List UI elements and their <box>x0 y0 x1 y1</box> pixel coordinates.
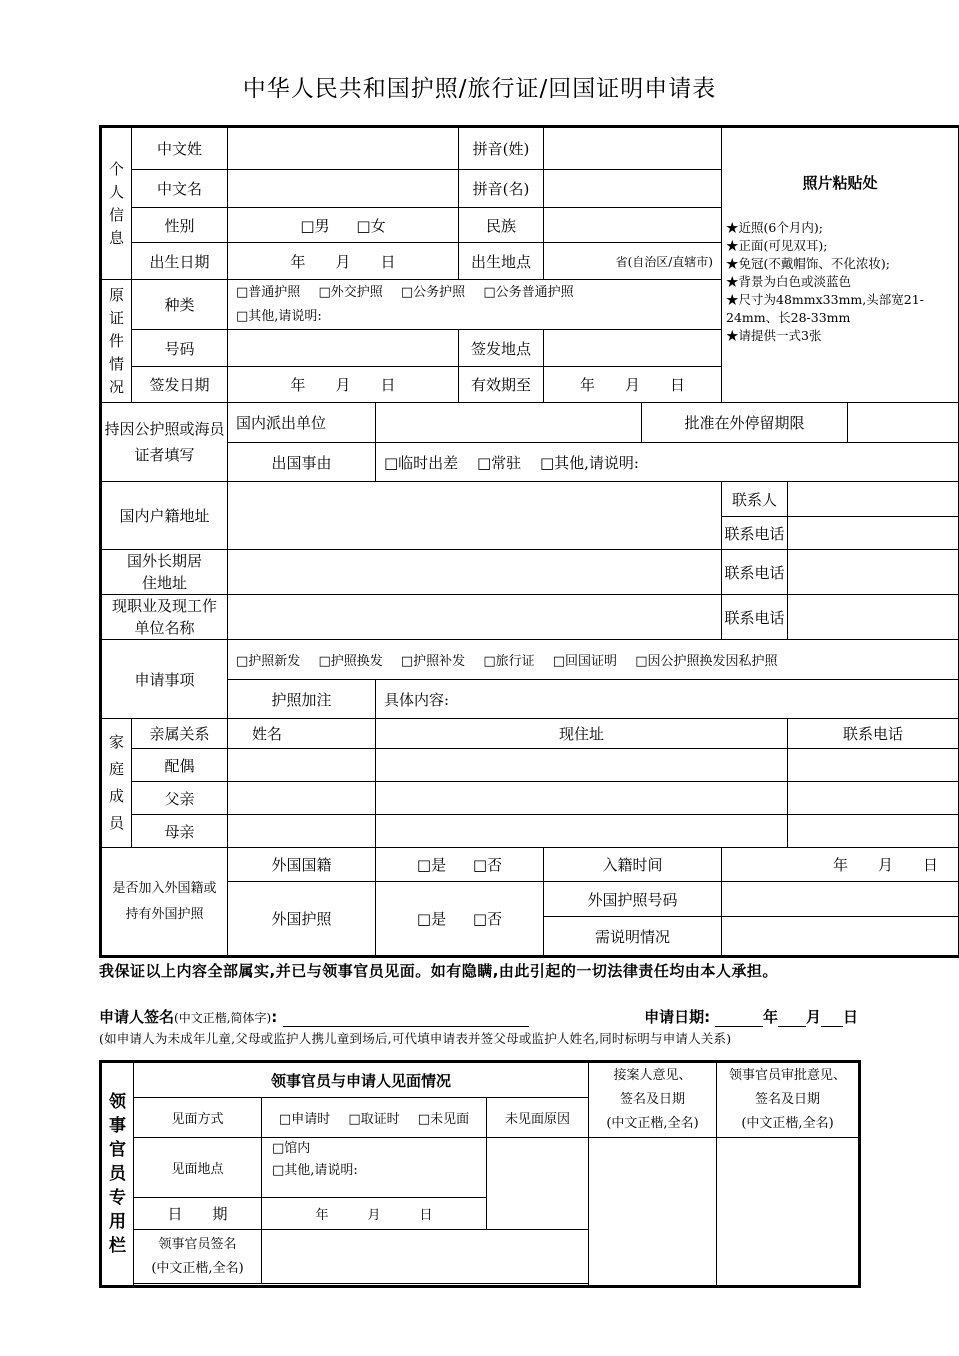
checkbox-new-passport[interactable]: □护照新发 <box>236 654 301 669</box>
signature-row: 申请人签名(中文正楷,简体字): 申请日期: 年 月 日 <box>99 1008 858 1026</box>
input-foreign-passport-number[interactable] <box>722 882 959 917</box>
meeting-title: 领事官员与申请人见面情况 <box>134 1062 589 1098</box>
photo-req-5: ★尺寸为48mmx33mm,头部宽21-24mm、长28-33mm <box>726 292 924 325</box>
date-day-input[interactable] <box>821 1012 843 1027</box>
input-cn-surname[interactable] <box>228 127 459 170</box>
label-dob: 出生日期 <box>132 243 228 280</box>
consular-table <box>99 1060 861 1288</box>
photo-req-4: ★背景为白色或淡蓝色 <box>726 274 852 289</box>
input-doc-number[interactable] <box>228 330 459 367</box>
signature-label: 申请人签名 <box>99 1008 175 1026</box>
label-cn-surname: 中文姓 <box>132 127 228 170</box>
photo-req-2: ★正面(可见双耳); <box>726 238 828 253</box>
input-employer-phone[interactable] <box>788 595 959 640</box>
input-spouse-phone[interactable] <box>788 749 959 782</box>
label-dispatch-unit: 国内派出单位 <box>228 403 376 443</box>
label-employer-phone: 联系电话 <box>722 595 788 640</box>
checkbox-female[interactable]: □女 <box>356 216 386 235</box>
application-form-table <box>99 125 959 958</box>
input-pinyin-given[interactable] <box>544 170 722 208</box>
input-dob[interactable]: 年 月 日 <box>228 243 459 280</box>
checkbox-not-met[interactable]: □未见面 <box>417 1112 470 1127</box>
input-valid-until[interactable]: 年 月 日 <box>544 367 722 403</box>
checkbox-passport-yes[interactable]: □是 <box>416 910 447 928</box>
label-officer-signature: 领事官员签名 (中文正楷,全名) <box>134 1230 262 1284</box>
checkbox-temp-trip[interactable]: □临时出差 <box>384 453 459 472</box>
input-spouse-address[interactable] <box>376 749 788 782</box>
minor-note: (如申请人为未成年儿童,父母或监护人携儿童到场后,可代填申请表并签父母或监护人姓名,同时标明与申请人关系) <box>99 1031 732 1046</box>
photo-req-6: ★请提供一式3张 <box>726 328 822 343</box>
input-contact-person[interactable] <box>788 482 959 517</box>
label-meeting-method: 见面方式 <box>134 1098 262 1138</box>
header-address: 现住址 <box>376 719 788 749</box>
checkbox-public-affairs-passport[interactable]: □公务普通护照 <box>483 284 574 300</box>
label-application: 申请事项 <box>101 640 228 719</box>
label-issue-date: 签发日期 <box>132 367 228 403</box>
section-family: 家 庭 成 员 <box>101 719 132 848</box>
checkbox-at-application[interactable]: □申请时 <box>278 1112 331 1127</box>
label-doc-type: 种类 <box>132 280 228 330</box>
section-personal: 个 人 信 息 <box>101 127 132 280</box>
officer-opinion-header: 领事官员审批意见、 签名及日期 (中文正楷,全名) <box>717 1062 860 1138</box>
label-foreign-passport-number: 外国护照号码 <box>544 882 722 917</box>
input-dispatch-unit[interactable] <box>376 403 642 443</box>
label-ethnicity: 民族 <box>459 208 544 243</box>
label-pinyin-surname: 拼音(姓) <box>459 127 544 170</box>
checkbox-at-collection[interactable]: □取证时 <box>348 1112 400 1127</box>
input-no-meet-reason[interactable] <box>487 1138 589 1230</box>
label-gender: 性别 <box>132 208 228 243</box>
input-naturalization-date[interactable]: 年 月 日 <box>722 848 959 882</box>
label-domestic-phone: 联系电话 <box>722 517 788 550</box>
label-foreign-status: 是否加入外国籍或持有外国护照 <box>101 848 228 957</box>
signature-line[interactable] <box>283 1012 529 1027</box>
checkbox-resident[interactable]: □常驻 <box>476 453 522 472</box>
checkbox-place-other[interactable]: □其他,请说明: <box>272 1163 358 1178</box>
label-contact-person: 联系人 <box>722 482 788 517</box>
checkbox-male[interactable]: □男 <box>300 216 330 235</box>
input-cn-given[interactable] <box>228 170 459 208</box>
input-approved-stay[interactable] <box>848 403 959 443</box>
label-birthplace: 出生地点 <box>459 243 544 280</box>
photo-req-1: ★近照(6个月内); <box>726 220 823 235</box>
input-issue-place[interactable] <box>544 330 722 367</box>
input-father-name[interactable] <box>228 782 376 815</box>
checkbox-other-doc[interactable]: □其他,请说明: <box>236 308 322 324</box>
input-father-address[interactable] <box>376 782 788 815</box>
checkbox-in-mission[interactable]: □馆内 <box>272 1141 311 1156</box>
checkbox-return-cert[interactable]: □回国证明 <box>552 654 618 669</box>
checkbox-renew-passport[interactable]: □护照换发 <box>318 654 383 669</box>
label-employer: 现职业及现工作单位名称 <box>101 595 228 640</box>
label-overseas-phone: 联系电话 <box>722 550 788 595</box>
input-officer-opinion[interactable] <box>717 1138 860 1287</box>
checkbox-nationality-no[interactable]: □否 <box>472 856 503 874</box>
input-domestic-address[interactable] <box>228 482 722 550</box>
input-spouse-name[interactable] <box>228 749 376 782</box>
input-explanation[interactable] <box>722 917 959 957</box>
input-meeting-date[interactable]: 年 月 日 <box>262 1198 487 1230</box>
label-cn-given: 中文名 <box>132 170 228 208</box>
header-name: 姓名 <box>228 719 376 749</box>
header-phone: 联系电话 <box>788 719 959 749</box>
label-valid-until: 有效期至 <box>459 367 544 403</box>
receiver-opinion-header: 接案人意见、 签名及日期 (中文正楷,全名) <box>589 1062 717 1138</box>
label-official-holders: 持因公护照或海员证者填写 <box>101 403 228 482</box>
signature-hint: (中文正楷,简体字) <box>174 1011 272 1025</box>
label-foreign-passport: 外国护照 <box>228 882 376 957</box>
checkbox-reissue-passport[interactable]: □护照补发 <box>400 654 466 669</box>
label-foreign-nationality: 外国国籍 <box>228 848 376 882</box>
checkbox-ordinary-passport[interactable]: □普通护照 <box>236 284 301 300</box>
checkbox-reason-other[interactable]: □其他,请说明: <box>539 453 639 472</box>
photo-title: 照片粘贴处 <box>802 174 878 192</box>
input-mother-address[interactable] <box>376 815 788 848</box>
input-receiver-opinion[interactable] <box>589 1138 717 1287</box>
photo-area <box>722 127 959 403</box>
input-father-phone[interactable] <box>788 782 959 815</box>
input-ethnicity[interactable] <box>544 208 722 243</box>
checkbox-diplomatic-passport[interactable]: □外交护照 <box>318 284 383 300</box>
date-year-input[interactable] <box>715 1012 763 1027</box>
input-domestic-phone[interactable] <box>788 517 959 550</box>
input-overseas-phone[interactable] <box>788 550 959 595</box>
date-month-input[interactable] <box>778 1012 806 1027</box>
input-overseas-address[interactable] <box>228 550 722 595</box>
label-endorsement: 护照加注 <box>228 680 376 719</box>
checkbox-passport-no[interactable]: □否 <box>472 910 503 928</box>
application-date: 申请日期: 年 月 日 <box>644 1008 858 1026</box>
photo-req-3: ★免冠(不戴帽饰、不化浓妆); <box>726 256 890 271</box>
header-relation: 亲属关系 <box>132 719 228 749</box>
label-pinyin-given: 拼音(名) <box>459 170 544 208</box>
label-explanation: 需说明情况 <box>544 917 722 957</box>
label-spouse: 配偶 <box>132 749 228 782</box>
label-reason: 出国事由 <box>228 443 376 482</box>
label-no-meet-reason: 未见面原因 <box>487 1098 589 1138</box>
declaration: 我保证以上内容全部属实,并已与领事官员见面。如有隐瞒,由此引起的一切法律责任均由本人承担。 <box>99 962 778 980</box>
label-meeting-place: 见面地点 <box>134 1138 262 1198</box>
label-doc-number: 号码 <box>132 330 228 367</box>
checkbox-nationality-yes[interactable]: □是 <box>416 856 447 874</box>
label-overseas-address: 国外长期居住地址 <box>101 550 228 595</box>
label-naturalization-date: 入籍时间 <box>544 848 722 882</box>
page-title: 中华人民共和国护照/旅行证/回国证明申请表 <box>242 76 717 102</box>
checkbox-service-passport[interactable]: □公务护照 <box>400 284 466 300</box>
label-father: 父亲 <box>132 782 228 815</box>
label-domestic-address: 国内户籍地址 <box>101 482 228 550</box>
checkbox-official-to-private[interactable]: □因公护照换发因私护照 <box>635 654 778 669</box>
input-employer[interactable] <box>228 595 722 640</box>
input-mother-phone[interactable] <box>788 815 959 848</box>
label-issue-place: 签发地点 <box>459 330 544 367</box>
checkbox-travel-doc[interactable]: □旅行证 <box>483 654 535 669</box>
label-mother: 母亲 <box>132 815 228 848</box>
input-issue-date[interactable]: 年 月 日 <box>228 367 459 403</box>
input-officer-signature[interactable] <box>262 1230 589 1284</box>
section-orig-doc: 原 证 件 情 况 <box>101 280 132 403</box>
label-meeting-date: 日 期 <box>134 1198 262 1230</box>
input-pinyin-surname[interactable] <box>544 127 722 170</box>
section-consular: 领 事 官 员 专 用 栏 <box>101 1062 134 1287</box>
input-mother-name[interactable] <box>228 815 376 848</box>
input-endorsement-details[interactable]: 具体内容: <box>376 680 959 719</box>
label-approved-stay: 批准在外停留期限 <box>642 403 848 443</box>
input-birthplace[interactable]: 省(自治区/直辖市) <box>544 243 722 280</box>
